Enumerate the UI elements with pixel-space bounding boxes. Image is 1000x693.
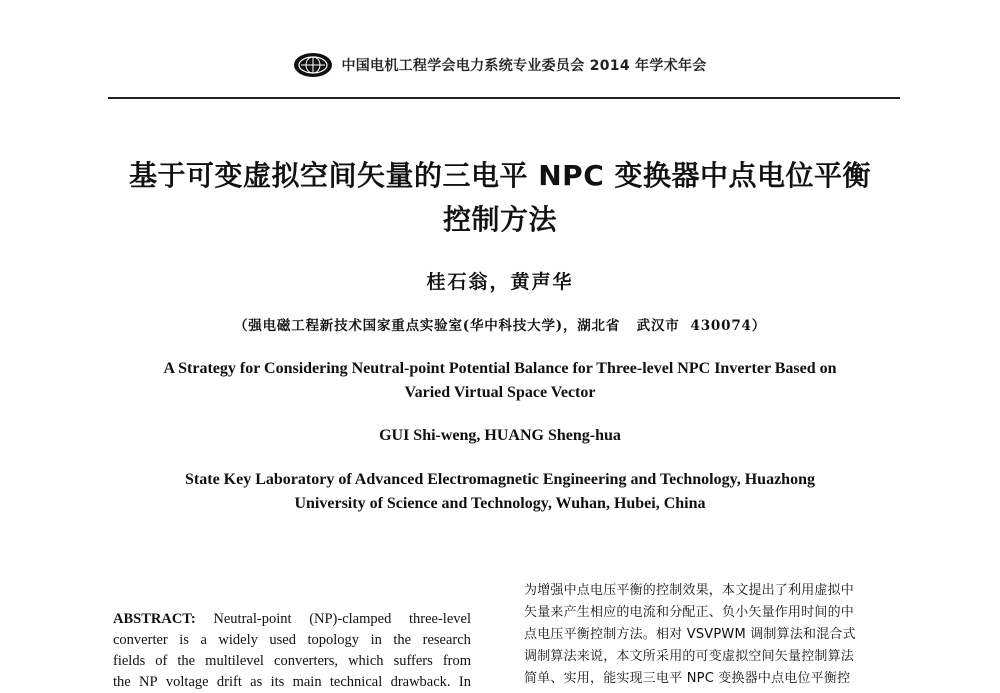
abstract-word: In	[458, 674, 471, 690]
abstract-word: NP	[139, 674, 158, 690]
header-divider	[108, 97, 900, 99]
abstract-word: (NP)-clamped	[309, 611, 392, 627]
abstract-word: three-level	[409, 611, 471, 627]
title-cn-line1: 基于可变虚拟空间矢量的三电平 NPC 变换器中点电位平衡	[128, 159, 871, 192]
title-en-line1: A Strategy for Considering Neutral-point Potential Balance for Three-level NPC Inverter Based on	[163, 360, 837, 377]
abstract-word: used	[269, 632, 296, 648]
abstract-word: as	[250, 674, 263, 690]
abstract-word: of	[155, 653, 168, 669]
abstract-word: technical	[329, 674, 383, 690]
abstract-line	[113, 609, 471, 630]
abstract-word: fields	[113, 653, 146, 669]
abstract-label: ABSTRACT:	[113, 611, 196, 627]
authors-cn: 桂石翁，黄声华	[426, 271, 574, 293]
abstract-word: in	[370, 632, 382, 648]
body-cn-line: 矢量来产生相应的电流和分配正、负小矢量作用时间的中	[524, 605, 855, 620]
body-cn-line: 调制算法来说，本文所采用的可变虚拟空间矢量控制算法	[524, 649, 855, 664]
abstract-word: is	[179, 632, 189, 648]
abstract-word: multilevel	[205, 653, 264, 669]
affiliation-cn: （强电磁工程新技术国家重点实验室(华中科技大学)，湖北省 武汉市 430074）	[233, 318, 767, 334]
abstract-word: the	[393, 632, 412, 648]
abstract-word: drift	[216, 674, 242, 690]
abstract-word: widely	[218, 632, 258, 648]
conference-header	[0, 52, 1000, 78]
abstract-line	[113, 672, 471, 693]
abstract-word: drawback.	[390, 674, 451, 690]
affiliation-en-line1: State Key Laboratory of Advanced Electromagnetic Engineering and Technology, Huazhong	[185, 471, 815, 488]
body-cn-line: 点电压平衡控制方法。相对 VSVPWM 调制算法和混合式	[524, 627, 856, 642]
body-cn-line: 为增强中点电压平衡的控制效果，本文提出了利用虚拟中	[524, 583, 855, 598]
body-cn-line: 简单、实用，能实现三电平 NPC 变换器中点电位平衡控	[524, 671, 851, 686]
conference-logo-icon	[293, 52, 333, 78]
abstract-word: from	[442, 653, 471, 669]
title-cn-line2: 控制方法	[442, 203, 557, 236]
abstract-word: voltage	[165, 674, 209, 690]
abstract-word: topology	[307, 632, 360, 648]
authors-en: GUI Shi-weng, HUANG Sheng-hua	[379, 427, 621, 444]
abstract-word: Neutral-point	[213, 611, 292, 627]
affiliation-en-line2: University of Science and Technology, Wuhan, Hubei, China	[294, 495, 706, 512]
abstract-word: research	[422, 632, 471, 648]
abstract-word: which	[348, 653, 384, 669]
abstract-word: a	[200, 632, 207, 648]
abstract-word: the	[177, 653, 196, 669]
title-en-line2: Varied Virtual Space Vector	[404, 384, 596, 401]
abstract-word: suffers	[393, 653, 433, 669]
abstract-en	[113, 609, 471, 693]
abstract-word: its	[270, 674, 285, 690]
abstract-word: converters,	[274, 653, 339, 669]
body-cn	[524, 580, 886, 690]
abstract-word: main	[292, 674, 322, 690]
abstract-line	[113, 651, 471, 672]
abstract-word: converter	[113, 632, 168, 648]
abstract-word: the	[113, 674, 131, 690]
abstract-line	[113, 630, 471, 651]
conference-name: 中国电机工程学会电力系统专业委员会 2014 年学术年会	[341, 58, 707, 74]
